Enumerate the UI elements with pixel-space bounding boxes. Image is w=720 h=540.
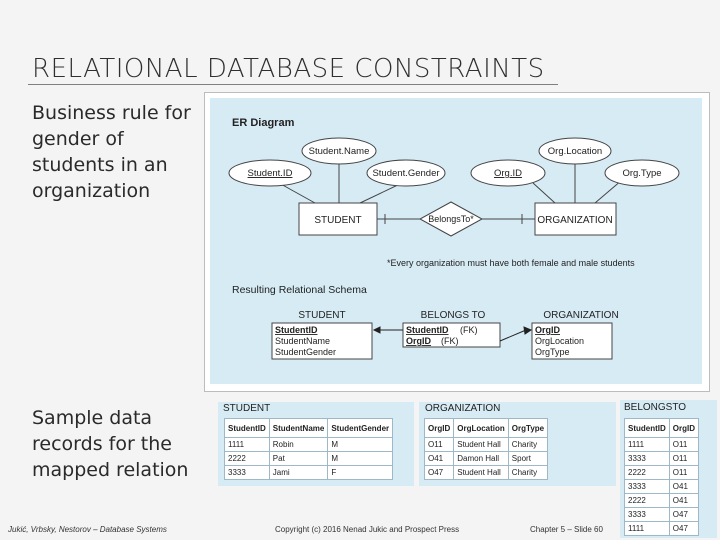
table-row: [225, 452, 393, 466]
table-cell: M: [328, 452, 393, 466]
organization-data-panel: [419, 402, 616, 486]
table-cell: Sport: [508, 452, 547, 466]
table-row: [225, 438, 393, 452]
schema-fk-tag: (FK): [460, 325, 478, 335]
belongsto-data-panel: [620, 400, 717, 538]
attr-student-gender: Student.Gender: [372, 168, 440, 179]
table-row: [625, 494, 699, 508]
table-cell: O47: [669, 508, 698, 522]
entity-organization: ORGANIZATION: [537, 215, 613, 226]
table-cell: Student Hall: [454, 466, 509, 480]
footer-slide-number: Chapter 5 – Slide 60: [530, 525, 603, 534]
student-data-panel: [218, 402, 414, 486]
schema-belongs-row: OrgID: [406, 336, 432, 346]
table-cell: O41: [669, 480, 698, 494]
table-cell: 1111: [625, 438, 670, 452]
organization-data-title: ORGANIZATION: [425, 403, 501, 414]
attr-org-id: Org.ID: [494, 168, 522, 179]
entity-student: STUDENT: [314, 215, 362, 226]
table-header: OrgType: [508, 419, 547, 438]
table-cell: Charity: [508, 466, 547, 480]
table-cell: Damon Hall: [454, 452, 509, 466]
table-cell: F: [328, 466, 393, 480]
organization-data-table: [424, 418, 548, 480]
table-cell: Student Hall: [454, 438, 509, 452]
table-row: [625, 438, 699, 452]
attr-student-name: Student.Name: [308, 146, 370, 157]
table-cell: O41: [425, 452, 454, 466]
table-cell: Pat: [269, 452, 328, 466]
bullet-sample-data: Sample data records for the mapped relation: [32, 407, 189, 481]
table-cell: Charity: [508, 438, 547, 452]
table-row: [625, 522, 699, 536]
schema-org-row: OrgType: [535, 347, 570, 357]
table-header: StudentGender: [328, 419, 393, 438]
er-note: *Every organization must have both female and male students: [387, 258, 635, 268]
table-cell: 2222: [625, 466, 670, 480]
fk-arrow-org: [524, 327, 531, 334]
table-cell: 3333: [625, 480, 670, 494]
footer-copyright: Copyright (c) 2016 Nenad Jukic and Prospect Press: [275, 525, 460, 534]
table-cell: O11: [425, 438, 454, 452]
slide-title: RELATIONAL DATABASE CONSTRAINTS: [32, 54, 545, 84]
er-heading: ER Diagram: [232, 117, 295, 129]
schema-belongs-name: BELONGS TO: [420, 310, 486, 321]
table-row: [425, 452, 548, 466]
student-data-title: STUDENT: [223, 403, 271, 414]
schema-student-row: StudentGender: [275, 347, 337, 357]
table-header: OrgLocation: [454, 419, 509, 438]
table-row: [425, 438, 548, 452]
attr-org-type: Org.Type: [622, 168, 662, 179]
schema-heading: Resulting Relational Schema: [232, 284, 367, 296]
fk-arrow-student: [374, 327, 380, 333]
bullet-business-rule: Business rule for gender of students in an organization: [32, 102, 191, 202]
footer-authors: Jukić, Vrbsky, Nestorov – Database Systems: [8, 525, 167, 534]
table-header: OrgID: [669, 419, 698, 438]
table-cell: Robin: [269, 438, 328, 452]
table-row: [625, 466, 699, 480]
table-cell: O47: [425, 466, 454, 480]
table-row: [425, 466, 548, 480]
schema-org-row: OrgID: [535, 325, 561, 335]
table-cell: O47: [669, 522, 698, 536]
schema-fk-tag: (FK): [441, 336, 459, 346]
table-header: StudentID: [225, 419, 270, 438]
title-divider: [28, 84, 558, 85]
table-row: [625, 480, 699, 494]
attr-org-location: Org.Location: [547, 146, 603, 157]
table-cell: O41: [669, 494, 698, 508]
table-header: StudentID: [625, 419, 670, 438]
table-cell: 1111: [225, 438, 270, 452]
table-cell: M: [328, 438, 393, 452]
er-diagram: [210, 98, 702, 384]
attr-student-id: Student.ID: [247, 168, 293, 179]
schema-org-name: ORGANIZATION: [543, 310, 619, 321]
table-row: [225, 466, 393, 480]
relationship-label: BelongsTo*: [428, 214, 474, 224]
table-cell: O11: [669, 466, 698, 480]
table-cell: 2222: [625, 494, 670, 508]
table-header: OrgID: [425, 419, 454, 438]
table-row: [625, 508, 699, 522]
table-cell: O11: [669, 452, 698, 466]
table-cell: 2222: [225, 452, 270, 466]
student-data-table: [224, 418, 393, 480]
schema-student-row: StudentID: [275, 325, 318, 335]
table-cell: 3333: [625, 452, 670, 466]
schema-belongs-row: StudentID: [406, 325, 449, 335]
table-row: [625, 452, 699, 466]
table-cell: O11: [669, 438, 698, 452]
schema-student-name: STUDENT: [298, 310, 346, 321]
table-cell: 3333: [625, 508, 670, 522]
schema-student-row: StudentName: [275, 336, 331, 346]
table-cell: 3333: [225, 466, 270, 480]
table-cell: Jami: [269, 466, 328, 480]
table-header: StudentName: [269, 419, 328, 438]
belongsto-data-table: [624, 418, 699, 536]
belongsto-data-title: BELONGSTO: [624, 402, 687, 413]
schema-org-row: OrgLocation: [535, 336, 585, 346]
table-cell: 1111: [625, 522, 670, 536]
